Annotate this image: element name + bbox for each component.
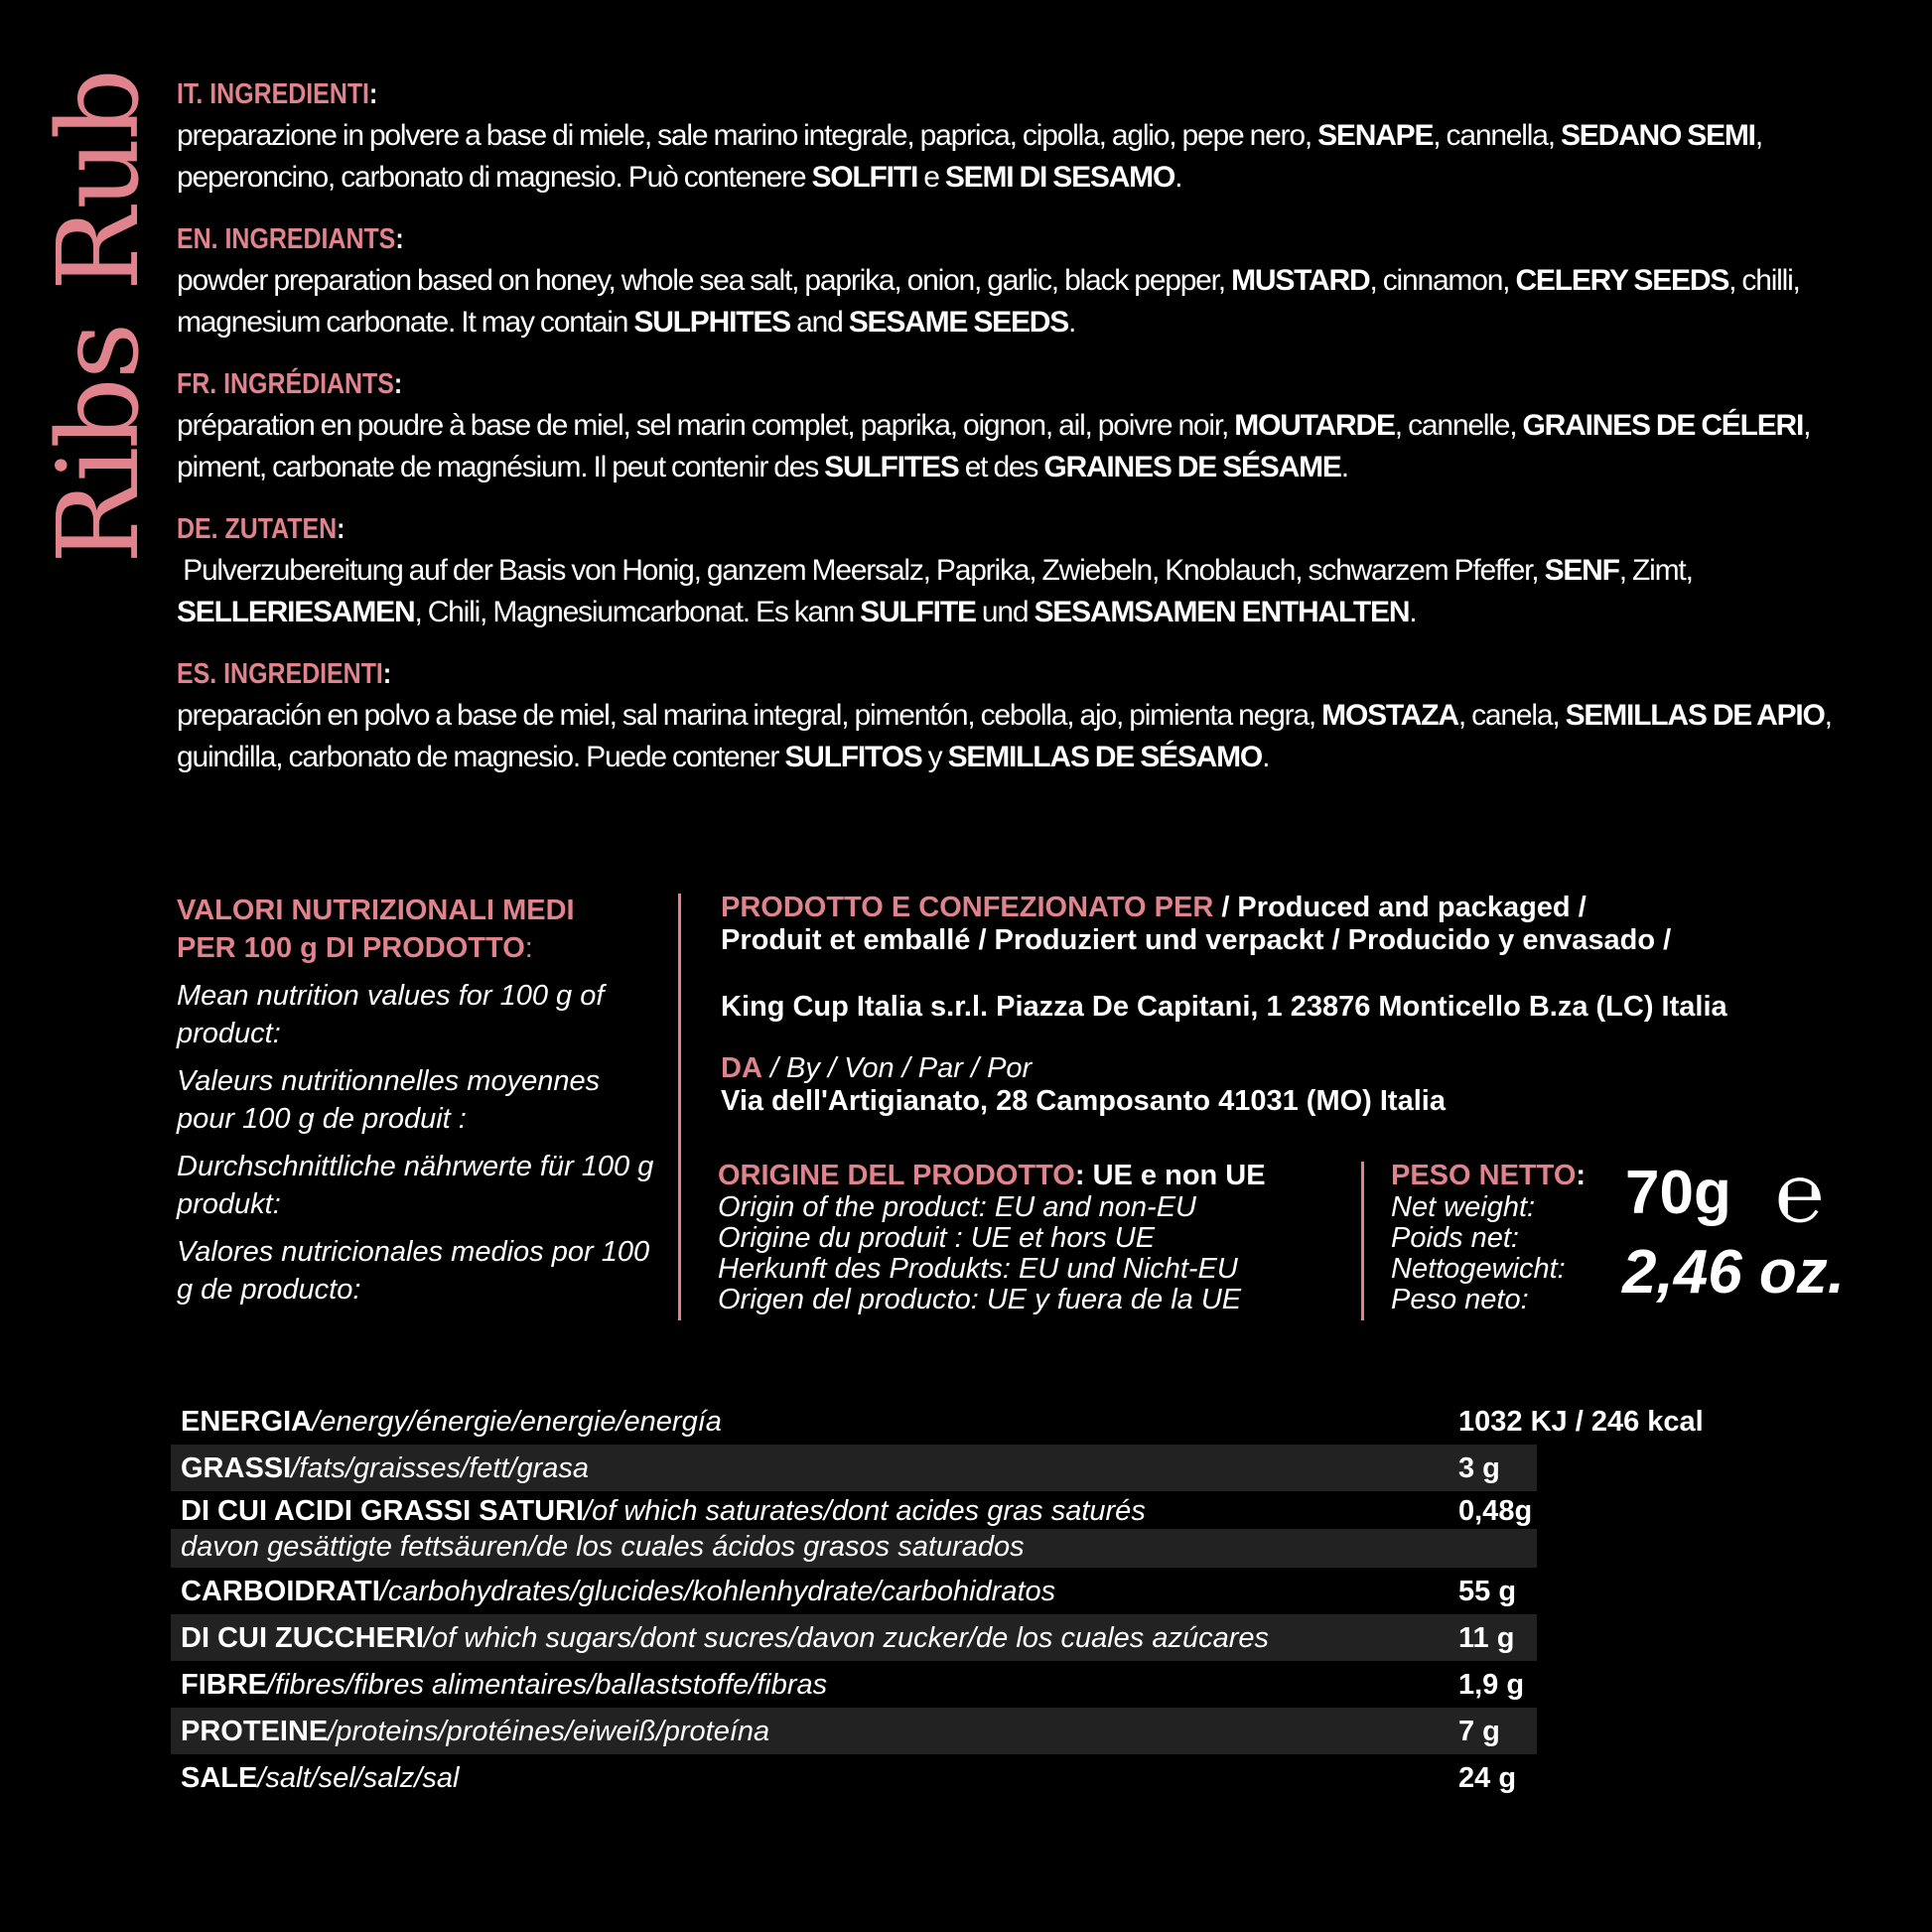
net-weight-heading: PESO NETTO: — [1391, 1160, 1587, 1191]
allergen-text: SELLERIESAMEN — [177, 596, 415, 628]
nutrient-value: 1032 KJ / 246 kcal — [1458, 1406, 1704, 1438]
allergen-text: SEMILLAS DE APIO — [1565, 699, 1825, 732]
nutrient-name: PROTEINE/proteins/protéines/eiweiß/proteína — [181, 1716, 770, 1747]
nutrient-value: 11 g — [1458, 1622, 1515, 1654]
nutrient-value: 24 g — [1458, 1762, 1517, 1794]
ingredient-text: . — [1409, 596, 1417, 628]
table-row — [171, 1754, 1739, 1801]
allergen-text: SULFITOS — [784, 741, 922, 773]
nutrient-name: SALE/salt/sel/salz/sal — [181, 1762, 460, 1794]
ingredients-heading: EN. INGREDIANTS: — [177, 223, 404, 255]
ingredients-text — [177, 550, 1904, 633]
ingredient-text: et des — [958, 451, 1044, 483]
ingredients-block — [177, 363, 1904, 488]
ingredient-text: , peperoncino, carbonato di magnesio. Può contenere — [177, 119, 1762, 194]
divider-vertical — [1361, 1162, 1364, 1320]
nutrition-table — [171, 1398, 1739, 1801]
nutrition-subtitle-fr: Valeurs nutritionnelles moyennes pour 100 g de produit : — [177, 1065, 601, 1135]
ingredient-text: , chilli, magnesium carbonate. It may contain — [177, 264, 1800, 339]
table-row — [171, 1614, 1739, 1661]
table-row — [171, 1491, 1739, 1568]
ingredients-block — [177, 218, 1904, 344]
ingredient-text: . — [1262, 741, 1270, 773]
table-row — [171, 1445, 1739, 1491]
ingredients-language-code: ES. INGREDIENTI — [177, 658, 383, 690]
allergen-text: SOLFITI — [811, 161, 918, 194]
table-row — [171, 1568, 1739, 1614]
allergen-text: SESAMSAMEN ENTHALTEN — [1034, 596, 1410, 628]
nutrient-value: 3 g — [1458, 1452, 1500, 1484]
ingredients-language-code: FR. INGRÉDIANTS — [177, 368, 394, 400]
nutrient-name: DI CUI ACIDI GRASSI SATURI/of which saturates/dont acides gras saturés davon gesättigte fettsäuren/de los cuales ácidos grasos saturados — [181, 1495, 1146, 1563]
origin-line-es: Origen del producto: UE y fuera de la UE — [718, 1284, 1242, 1315]
nutrient-name: DI CUI ZUCCHERI/of which sugars/dont sucres/davon zucker/de los cuales azúcares — [181, 1622, 1270, 1654]
allergen-text: SULFITE — [860, 596, 976, 628]
nutrition-subtitle-es: Valores nutricionales medios por 100 g de producto: — [177, 1236, 650, 1306]
ingredient-text: préparation en poudre à base de miel, sel marin complet, paprika, oignon, ail, poivre noir, — [177, 409, 1235, 442]
by-label: DA — [721, 1052, 762, 1084]
ingredients-heading: IT. INGREDIENTI: — [177, 78, 378, 110]
ingredients-text — [177, 405, 1904, 488]
estimated-sign-icon: ℮ — [1775, 1147, 1825, 1241]
allergen-text: SENAPE — [1317, 119, 1434, 152]
ingredient-text: Pulverzubereitung auf der Basis von Honig, ganzem Meersalz, Paprika, Zwiebeln, Knoblauch, schwarzem Pfeffer, — [177, 554, 1545, 587]
producer-info — [721, 892, 1912, 1118]
allergen-text: SEMI DI SESAMO — [944, 161, 1175, 194]
nutrition-header — [177, 892, 663, 1309]
origin-label: ORIGINE DEL PRODOTTO — [718, 1160, 1075, 1191]
allergen-text: GRAINES DE SÉSAME — [1043, 451, 1341, 483]
ingredient-text: . — [1340, 451, 1348, 483]
nutrient-value: 1,9 g — [1458, 1669, 1525, 1701]
company-address: King Cup Italia s.r.l. Piazza De Capitani, 1 23876 Monticello B.za (LC) Italia — [721, 991, 1727, 1023]
ingredient-text: powder preparation based on honey, whole sea salt, paprika, onion, garlic, black pepper, — [177, 264, 1232, 297]
ingredients-language-code: DE. ZUTATEN — [177, 513, 338, 545]
nutrient-value: 0,48g — [1458, 1495, 1533, 1527]
ingredients-language-code: EN. INGREDIANTS — [177, 223, 396, 255]
ingredient-text: , cannelle, — [1394, 409, 1523, 442]
ingredients-language-code: IT. INGREDIENTI — [177, 78, 369, 110]
allergen-text: MUSTARD — [1231, 264, 1370, 297]
ingredient-text: , cinnamon, — [1369, 264, 1516, 297]
net-weight-ounces: 2,46 oz. — [1622, 1238, 1845, 1307]
allergen-text: SULFITES — [824, 451, 959, 483]
ingredient-text: preparazione in polvere a base di miele, sale marino integrale, paprica, cipolla, aglio, pepe nero, — [177, 119, 1318, 152]
nutrition-title: VALORI NUTRIZIONALI MEDI PER 100 g DI PRODOTTO: — [177, 895, 575, 964]
nutrient-name: FIBRE/fibres/fibres alimentaires/ballaststoffe/fibras — [181, 1669, 828, 1701]
ingredient-text: , cannella, — [1433, 119, 1561, 152]
net-weight-line-en: Net weight: — [1391, 1191, 1536, 1223]
nutrition-subtitle-en: Mean nutrition values for 100 g of product: — [177, 980, 605, 1049]
allergen-text: SEDANO SEMI — [1560, 119, 1755, 152]
allergen-text: CELERY SEEDS — [1515, 264, 1729, 297]
ingredient-text: , Zimt, — [1618, 554, 1693, 587]
by-translations: / By / Von / Par / Por — [761, 1052, 1033, 1084]
origin-heading — [718, 1160, 1353, 1192]
origin-line-de: Herkunft des Produkts: EU und Nicht-EU — [718, 1253, 1238, 1285]
nutrient-name: CARBOIDRATI/carbohydrates/glucides/kohlenhydrate/carbohidratos — [181, 1576, 1056, 1607]
ingredients-heading: FR. INGRÉDIANTS: — [177, 368, 403, 400]
producer-heading — [721, 892, 1912, 924]
ingredient-text: , piment, carbonate de magnésium. Il peut contenir des — [177, 409, 1811, 483]
allergen-text: SESAME SEEDS — [848, 306, 1069, 339]
ingredient-text: und — [975, 596, 1035, 628]
divider-vertical — [678, 894, 681, 1320]
nutrient-value: 55 g — [1458, 1576, 1517, 1607]
nutrient-name: GRASSI/fats/graisses/fett/grasa — [181, 1452, 589, 1484]
ingredients-section — [177, 73, 1904, 798]
ingredient-text: , canela, — [1457, 699, 1566, 732]
net-weight-line-de: Nettogewicht: — [1391, 1253, 1566, 1285]
ingredients-block — [177, 73, 1904, 199]
net-weight-info — [1391, 1147, 1917, 1328]
allergen-text: GRAINES DE CÉLERI — [1522, 409, 1804, 442]
producer-address: Via dell'Artigianato, 28 Camposanto 41031 (MO) Italia — [721, 1085, 1446, 1117]
net-weight-line-es: Peso neto: — [1391, 1284, 1529, 1315]
product-title: Ribs Rub — [35, 69, 164, 564]
table-row — [171, 1708, 1739, 1754]
ingredient-text: y — [921, 741, 948, 773]
ingredients-heading: DE. ZUTATEN: — [177, 513, 345, 545]
allergen-text: MOUTARDE — [1234, 409, 1395, 442]
origin-line-en: Origin of the product: EU and non-EU — [718, 1191, 1196, 1223]
nutrient-value: 7 g — [1458, 1716, 1500, 1747]
nutrient-name: ENERGIA/energy/énergie/energie/energía — [181, 1406, 722, 1438]
ingredient-text: . — [1068, 306, 1076, 339]
ingredients-text — [177, 695, 1904, 778]
net-weight-grams: 70g — [1625, 1159, 1731, 1227]
origin-info — [718, 1160, 1353, 1315]
origin-line-fr: Origine du produit : UE et hors UE — [718, 1222, 1156, 1254]
ingredients-text — [177, 115, 1904, 199]
ingredients-block — [177, 653, 1904, 778]
ingredient-text: , guindilla, carbonato de magnesio. Puede contener — [177, 699, 1832, 773]
origin-value: : UE e non UE — [1074, 1160, 1266, 1191]
ingredient-text: e — [917, 161, 945, 194]
ingredients-block — [177, 508, 1904, 633]
net-weight-label: PESO NETTO — [1391, 1160, 1577, 1191]
allergen-text: MOSTAZA — [1321, 699, 1458, 732]
ingredient-text: , Chili, Magnesiumcarbonat. Es kann — [414, 596, 861, 628]
nutrition-subtitle-de: Durchschnittliche nährwerte für 100 g produkt: — [177, 1151, 654, 1220]
table-row — [171, 1661, 1739, 1708]
nutrition-title-line2: PER 100 g DI PRODOTTO — [177, 932, 525, 964]
producer-line2: Produit et emballé / Produziert und verpackt / Producido y envasado / — [721, 924, 1672, 956]
net-weight-line-fr: Poids net: — [1391, 1222, 1519, 1254]
product-title-vertical — [35, 69, 164, 564]
ingredient-text: preparación en polvo a base de miel, sal marina integral, pimentón, cebolla, ajo, pimienta negra, — [177, 699, 1322, 732]
table-row — [171, 1398, 1739, 1445]
producer-label: PRODOTTO E CONFEZIONATO PER — [721, 892, 1214, 923]
by-line — [721, 1052, 1912, 1084]
allergen-text: SULPHITES — [633, 306, 790, 339]
ingredients-heading: ES. INGREDIENTI: — [177, 658, 392, 690]
producer-label-translations: / Produced and packaged / — [1213, 892, 1587, 923]
allergen-text: SEMILLAS DE SÉSAMO — [947, 741, 1263, 773]
allergen-text: SENF — [1544, 554, 1619, 587]
nutrition-title-line1: VALORI NUTRIZIONALI MEDI — [177, 895, 575, 926]
ingredients-text — [177, 260, 1904, 344]
ingredient-text: and — [789, 306, 849, 339]
ingredient-text: . — [1174, 161, 1182, 194]
